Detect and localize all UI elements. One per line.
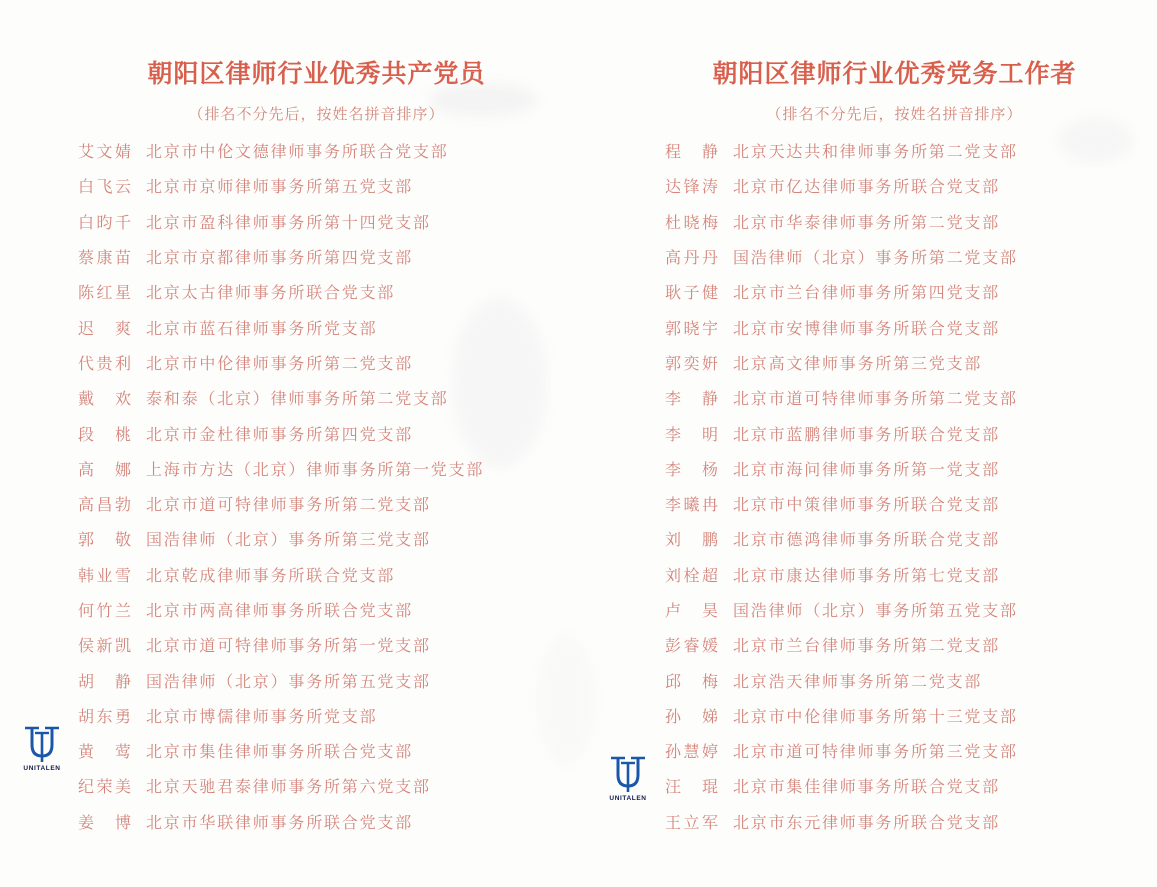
person-name: 胡静 — [78, 673, 132, 691]
award-list-row — [665, 415, 1018, 450]
award-list-row — [665, 486, 1018, 521]
award-list-row — [665, 274, 1018, 309]
party-branch-name: 北京天驰君泰律师事务所第六党支部 — [146, 779, 431, 797]
award-list-row — [78, 274, 484, 309]
person-name: 彭睿媛 — [665, 638, 719, 656]
award-list-row — [78, 627, 484, 662]
person-name: 胡东勇 — [78, 708, 132, 726]
award-list-row — [665, 451, 1018, 486]
award-list-row — [665, 698, 1018, 733]
award-list-row — [665, 768, 1018, 803]
party-branch-name: 国浩律师（北京）事务所第三党支部 — [146, 532, 431, 550]
party-branch-name: 北京市道可特律师事务所第二党支部 — [146, 497, 431, 515]
party-branch-name: 北京高文律师事务所第三党支部 — [733, 355, 983, 373]
unitalen-watermark — [604, 754, 652, 802]
party-branch-name: 北京市海问律师事务所第一党支部 — [733, 461, 1001, 479]
person-name: 孙慧婷 — [665, 744, 719, 762]
party-branch-name: 北京市蓝石律师事务所党支部 — [146, 320, 378, 338]
person-name: 杜晓梅 — [665, 214, 719, 232]
person-name: 刘栓超 — [665, 567, 719, 585]
party-branch-name: 北京市中伦律师事务所第十三党支部 — [733, 708, 1018, 726]
person-name: 郭奕姸 — [665, 355, 719, 373]
party-branch-name: 北京市亿达律师事务所联合党支部 — [733, 179, 1001, 197]
party-branch-name: 北京市博儒律师事务所党支部 — [146, 708, 378, 726]
person-name: 程静 — [665, 144, 719, 162]
party-branch-name: 北京市康达律师事务所第七党支部 — [733, 567, 1001, 585]
page-right — [578, 0, 1157, 887]
person-name: 李静 — [665, 391, 719, 409]
party-branch-name: 上海市方达（北京）律师事务所第一党支部 — [146, 461, 485, 479]
party-branch-name: 北京市蓝鹏律师事务所联合党支部 — [733, 426, 1001, 444]
party-branch-name: 北京市中伦律师事务所第二党支部 — [146, 355, 414, 373]
person-name: 何竹兰 — [78, 603, 132, 620]
person-name: 迟爽 — [78, 320, 132, 338]
party-branch-name: 北京市道可特律师事务所第二党支部 — [733, 391, 1018, 409]
party-branch-name: 泰和泰（北京）律师事务所第二党支部 — [146, 391, 449, 409]
unitalen-logo-icon — [609, 754, 647, 794]
award-list-row — [78, 239, 484, 274]
person-name: 孙娣 — [665, 708, 719, 726]
person-name: 戴欢 — [78, 391, 132, 409]
award-list-row — [78, 733, 484, 768]
award-list-row — [78, 309, 484, 344]
person-name: 陈红星 — [78, 285, 132, 303]
person-name: 姜博 — [78, 814, 132, 832]
party-branch-name: 北京市兰台律师事务所第四党支部 — [733, 285, 1001, 303]
party-branch-name: 北京市兰台律师事务所第二党支部 — [733, 638, 1001, 656]
party-branch-name: 北京市两高律师事务所联合党支部 — [146, 603, 414, 620]
page-left-title: 朝阳区律师行业优秀共产党员 — [147, 61, 486, 88]
page-right-header — [605, 54, 1157, 124]
person-name: 刘鹏 — [665, 532, 719, 550]
person-name: 邱梅 — [665, 673, 719, 691]
party-branch-name: 北京市道可特律师事务所第一党支部 — [146, 638, 431, 656]
party-branch-name: 北京市中伦文德律师事务所联合党支部 — [146, 144, 449, 162]
party-branch-name: 国浩律师（北京）事务所第五党支部 — [146, 673, 431, 691]
party-branch-name: 北京市华联律师事务所联合党支部 — [146, 814, 414, 832]
award-list-row — [665, 309, 1018, 344]
award-list-row — [665, 557, 1018, 592]
award-list-row — [78, 204, 484, 239]
unitalen-watermark-label: UNITALEN — [609, 795, 647, 802]
party-branch-name: 北京市京都律师事务所第四党支部 — [146, 250, 414, 268]
award-list-row — [665, 804, 1018, 839]
party-branch-name: 北京市集佳律师事务所联合党支部 — [146, 744, 414, 762]
person-name: 艾文婧 — [78, 144, 132, 162]
award-list-row — [665, 380, 1018, 415]
page-right-subtitle: （排名不分先后，按姓名拼音排序） — [766, 107, 1023, 123]
party-branch-name: 北京浩天律师事务所第二党支部 — [733, 673, 983, 691]
award-list-row — [78, 804, 484, 839]
person-name: 纪荣美 — [78, 779, 132, 797]
award-list-row — [78, 698, 484, 733]
person-name: 黄莺 — [78, 744, 132, 762]
page-left-header — [27, 54, 606, 124]
award-list-row — [78, 521, 484, 556]
unitalen-watermark — [18, 724, 66, 772]
party-branch-name: 国浩律师（北京）事务所第二党支部 — [733, 250, 1018, 268]
person-name: 段桃 — [78, 426, 132, 444]
award-list-row — [665, 239, 1018, 274]
party-branch-name: 国浩律师（北京）事务所第五党支部 — [733, 603, 1018, 620]
page-left-subtitle: （排名不分先后，按姓名拼音排序） — [188, 107, 445, 123]
award-list-row — [78, 768, 484, 803]
party-branch-name: 北京市中策律师事务所联合党支部 — [733, 497, 1001, 515]
party-branch-name: 北京天达共和律师事务所第二党支部 — [733, 144, 1018, 162]
person-name: 白昀千 — [78, 214, 132, 232]
award-list-row — [78, 415, 484, 450]
award-list-row — [78, 168, 484, 203]
award-list-row — [78, 345, 484, 380]
award-list-row — [78, 380, 484, 415]
party-branch-name: 北京市德鸿律师事务所联合党支部 — [733, 532, 1001, 550]
award-list-row — [665, 662, 1018, 697]
award-list-row — [78, 662, 484, 697]
person-name: 高丹丹 — [665, 250, 719, 268]
party-branch-name: 北京市集佳律师事务所联合党支部 — [733, 779, 1001, 797]
party-branch-name: 北京市安博律师事务所联合党支部 — [733, 320, 1001, 338]
party-branch-name: 北京市盈科律师事务所第十四党支部 — [146, 214, 431, 232]
award-list-row — [78, 557, 484, 592]
page-right-title: 朝阳区律师行业优秀党务工作者 — [712, 61, 1077, 88]
award-list-row — [78, 486, 484, 521]
award-list-row — [665, 204, 1018, 239]
party-branch-name: 北京市京师律师事务所第五党支部 — [146, 179, 414, 197]
person-name: 李曦冉 — [665, 497, 719, 515]
person-name: 王立军 — [665, 814, 719, 832]
award-list-row — [665, 592, 1018, 627]
awardee-list-right — [665, 133, 1018, 839]
party-branch-name: 北京市华泰律师事务所第二党支部 — [733, 214, 1001, 232]
award-list-row — [665, 168, 1018, 203]
award-list-row — [665, 345, 1018, 380]
person-name: 白飞云 — [78, 179, 132, 197]
award-list-row — [665, 733, 1018, 768]
person-name: 高娜 — [78, 461, 132, 479]
person-name: 汪琨 — [665, 779, 719, 797]
person-name: 高昌勃 — [78, 497, 132, 515]
party-branch-name: 北京乾成律师事务所联合党支部 — [146, 567, 396, 585]
party-branch-name: 北京太古律师事务所联合党支部 — [146, 285, 396, 303]
person-name: 李杨 — [665, 461, 719, 479]
party-branch-name: 北京市东元律师事务所联合党支部 — [733, 814, 1001, 832]
award-list-row — [78, 592, 484, 627]
person-name: 郭晓宇 — [665, 320, 719, 338]
award-list-row — [665, 521, 1018, 556]
person-name: 李明 — [665, 426, 719, 444]
person-name: 侯新凯 — [78, 638, 132, 656]
award-list-row — [665, 133, 1018, 168]
award-list-row — [78, 133, 484, 168]
awardee-list-left — [78, 133, 484, 839]
person-name: 韩业雪 — [78, 567, 132, 585]
award-list-row — [665, 627, 1018, 662]
person-name: 郭敬 — [78, 532, 132, 550]
person-name: 达锋涛 — [665, 179, 719, 197]
person-name: 蔡康苗 — [78, 250, 132, 268]
unitalen-watermark-label: UNITALEN — [23, 765, 61, 772]
person-name: 耿子健 — [665, 285, 719, 303]
party-branch-name: 北京市道可特律师事务所第三党支部 — [733, 744, 1018, 762]
unitalen-logo-icon — [23, 724, 61, 764]
person-name: 卢昊 — [665, 603, 719, 620]
person-name: 代贵利 — [78, 355, 132, 373]
party-branch-name: 北京市金杜律师事务所第四党支部 — [146, 426, 414, 444]
award-list-row — [78, 451, 484, 486]
